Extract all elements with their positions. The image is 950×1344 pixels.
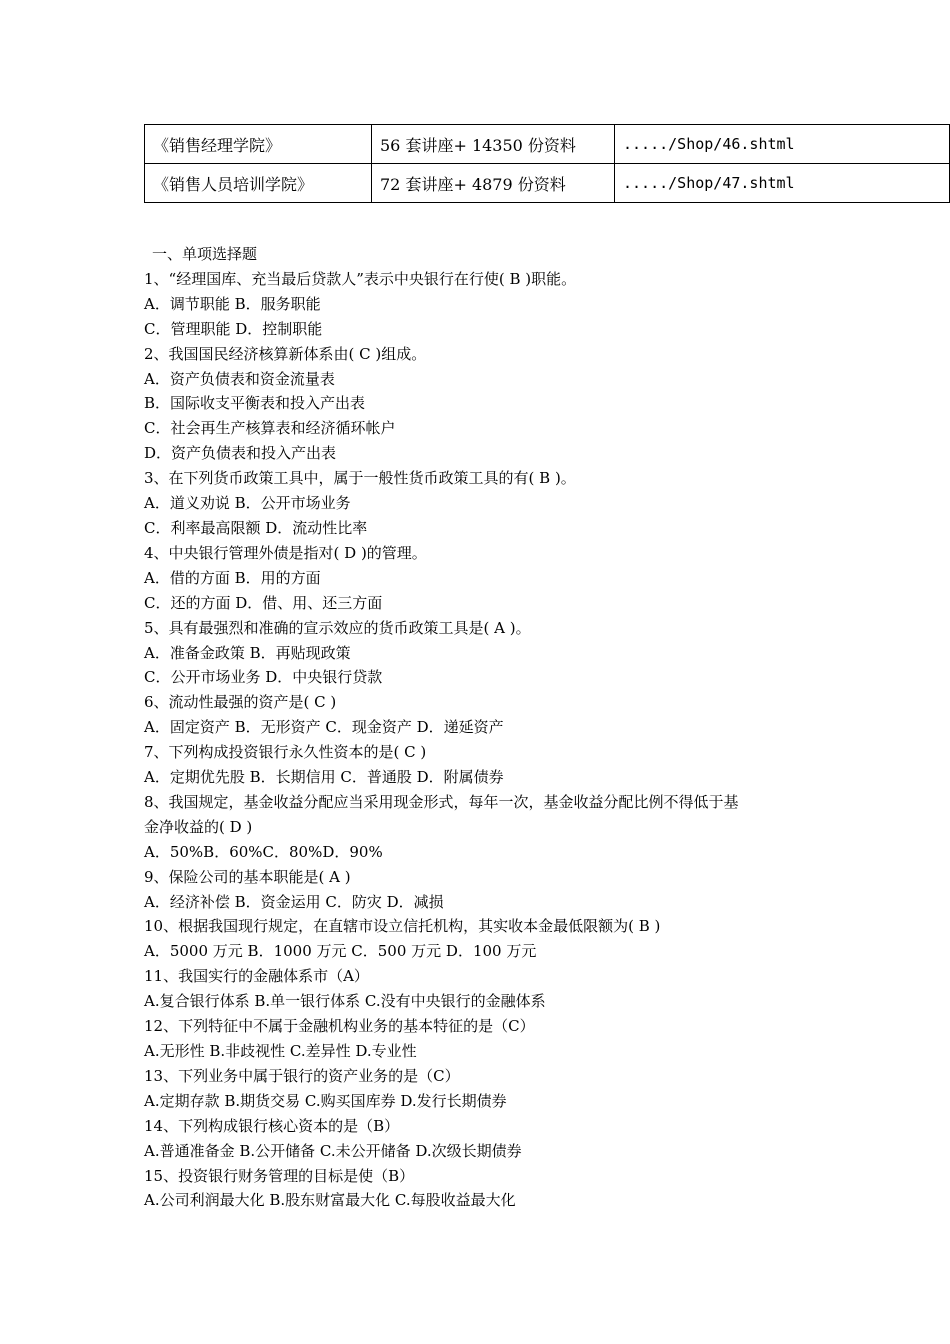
text-line: A.公司利润最大化 B.股东财富最大化 C.每股收益最大化 [144,1191,516,1210]
text-line: 3、在下列货币政策工具中，属于一般性货币政策工具的有( B )。 [144,469,576,488]
text-line: B．国际收支平衡表和投入产出表 [144,394,366,413]
text-line: A.普通准备金 B.公开储备 C.未公开储备 D.次级长期债券 [144,1141,522,1160]
text-line: D．资产负债表和投入产出表 [144,444,337,463]
text-line: A.定期存款 B.期货交易 C.购买国库券 D.发行长期债券 [144,1091,507,1110]
text-line: 7、下列构成投资银行永久性资本的是( C ) [144,743,427,762]
text-line: 5、具有最强烈和准确的宣示效应的货币政策工具是( A )。 [144,618,531,637]
text-line: 2、我国国民经济核算新体系由( C )组成。 [144,344,427,363]
table-cell-count: 72 套讲座+ 4879 份资料 [372,164,615,203]
table-cell-name: 《销售人员培训学院》 [145,164,372,203]
text-line: 11、我国实行的金融体系市（A） [144,967,369,986]
text-line: 6、流动性最强的资产是( C ) [144,693,337,712]
resource-table [144,124,950,203]
text-line: A.复合银行体系 B.单一银行体系 C.没有中央银行的金融体系 [144,992,546,1011]
text-line: C．利率最高限额 D．流动性比率 [144,518,368,537]
text-line: A．准备金政策 B．再贴现政策 [144,643,351,662]
section-title: 一、单项选择题 [152,245,258,263]
text-line: C．公开市场业务 D．中央银行贷款 [144,668,383,687]
text-line: 金净收益的( D ) [144,817,253,836]
table-cell-count: 56 套讲座+ 14350 份资料 [372,125,615,164]
text-line: 8、我国规定，基金收益分配应当采用现金形式，每年一次，基金收益分配比例不得低于基 [144,792,739,811]
text-line: 9、保险公司的基本职能是( A ) [144,867,351,886]
table-row [145,164,950,203]
text-line: A．固定资产 B．无形资产 C．现金资产 D．递延资产 [144,718,504,737]
question-list [144,242,824,1213]
text-line: 13、下列业务中属于银行的资产业务的是（C） [144,1066,460,1085]
text-line: A．50%B．60%C．80%D．90% [144,842,383,861]
text-line: C．管理职能 D．控制职能 [144,319,323,338]
text-line: A．道义劝说 B．公开市场业务 [144,494,351,513]
text-line: A．定期优先股 B．长期信用 C．普通股 D．附属债券 [144,768,504,787]
table-cell-name: 《销售经理学院》 [145,125,372,164]
text-line: 15、投资银行财务管理的目标是使（B） [144,1166,415,1185]
text-line: A．资产负债表和资金流量表 [144,369,335,388]
text-line: A．经济补偿 B．资金运用 C．防灾 D．减损 [144,892,444,911]
text-line: A．借的方面 B．用的方面 [144,568,321,587]
text-line: 12、下列特征中不属于金融机构业务的基本特征的是（C） [144,1017,535,1036]
text-line: A.无形性 B.非歧视性 C.差异性 D.专业性 [144,1042,417,1060]
text-line: 4、中央银行管理外债是指对( D )的管理。 [144,543,427,562]
text-line: 1、“经理国库、充当最后贷款人”表示中央银行在行使( B )职能。 [144,269,577,288]
table-row [145,125,950,164]
text-line: C．还的方面 D．借、用、还三方面 [144,593,383,612]
text-line: A．5000 万元 B．1000 万元 C．500 万元 D．100 万元 [144,942,537,961]
text-line: C．社会再生产核算表和经济循环帐户 [144,419,396,438]
text-line: 14、下列构成银行核心资本的是（B） [144,1116,400,1135]
table-cell-link[interactable]: ...../Shop/47.shtml [615,164,950,203]
text-line: A．调节职能 B．服务职能 [144,294,321,313]
table-cell-link[interactable]: ...../Shop/46.shtml [615,125,950,164]
text-line: 10、根据我国现行规定，在直辖市设立信托机构，其实收本金最低限额为( B ) [144,917,661,936]
